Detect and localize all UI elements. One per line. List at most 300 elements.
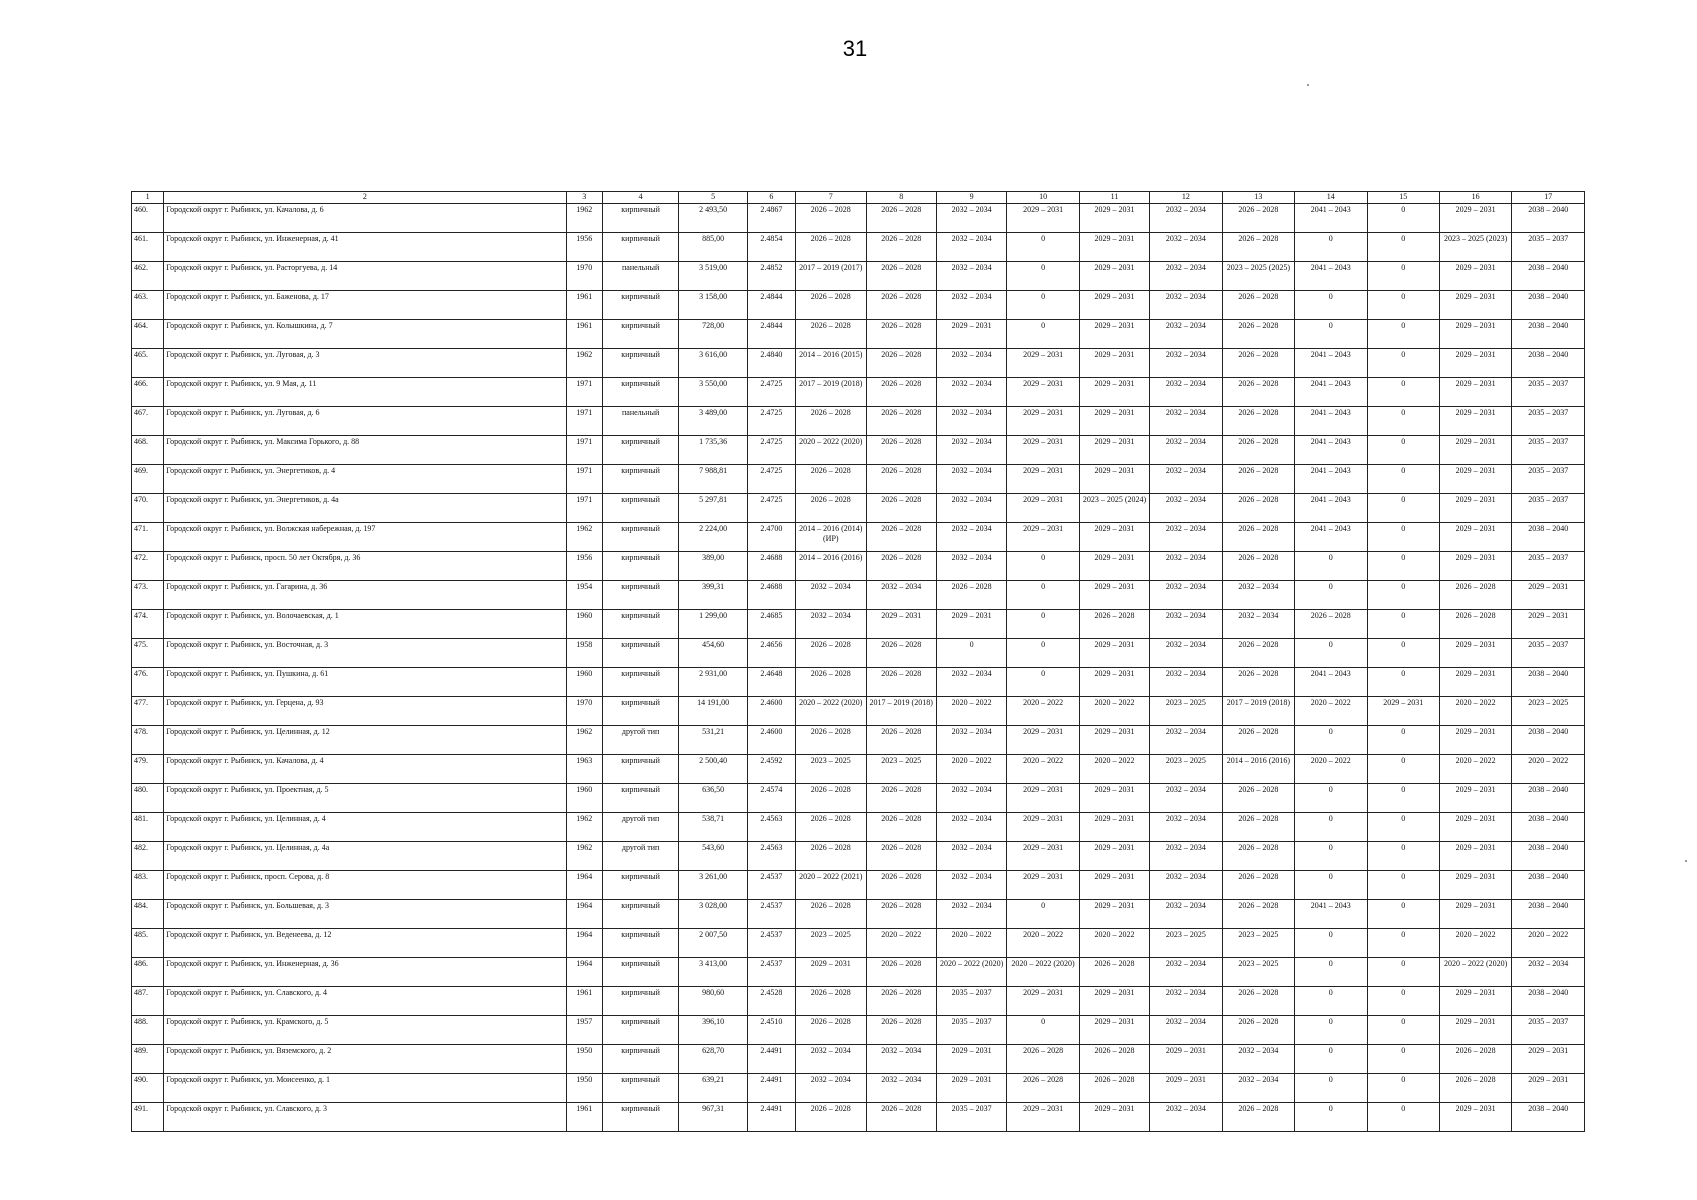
table-cell: кирпичный <box>602 378 678 407</box>
table-cell: 2029 – 2031 <box>1007 378 1079 407</box>
table-cell: 1957 <box>566 1016 602 1045</box>
address-cell: Городской округ г. Рыбинск, ул. Веденеева, д. 12 <box>164 929 566 958</box>
table-cell: 2029 – 2031 <box>1150 1074 1222 1103</box>
table-cell: 2032 – 2034 <box>1222 581 1294 610</box>
table-cell: 0 <box>1295 233 1367 262</box>
table-cell: 0 <box>1295 987 1367 1016</box>
table-cell: 2.4844 <box>747 320 795 349</box>
row-number-cell: 478. <box>132 726 164 755</box>
address-cell: Городской округ г. Рыбинск, ул. Целинная, д. 12 <box>164 726 566 755</box>
row-number-cell: 471. <box>132 523 164 552</box>
table-cell: 2.4685 <box>747 610 795 639</box>
column-number-3: 3 <box>566 192 602 204</box>
table-cell: 2032 – 2034 <box>796 581 866 610</box>
table-cell: 0 <box>936 639 1006 668</box>
scan-speck <box>1685 860 1687 862</box>
table-cell: 2032 – 2034 <box>936 233 1006 262</box>
table-cell: 2017 – 2019 (2017) <box>796 262 866 291</box>
row-number-cell: 473. <box>132 581 164 610</box>
table-cell: 0 <box>1007 262 1079 291</box>
table-cell: 2032 – 2034 <box>936 204 1006 233</box>
table-cell: 2.4725 <box>747 494 795 523</box>
table-cell: 0 <box>1367 1074 1439 1103</box>
column-number-8: 8 <box>866 192 936 204</box>
table-cell: 1962 <box>566 813 602 842</box>
table-cell: 2026 – 2028 <box>1222 349 1294 378</box>
table-cell: 2026 – 2028 <box>1007 1074 1079 1103</box>
table-cell: 2032 – 2034 <box>936 668 1006 697</box>
table-cell: 2026 – 2028 <box>1222 204 1294 233</box>
table-cell: 0 <box>1367 291 1439 320</box>
table-row <box>132 204 1585 233</box>
table-cell: 2029 – 2031 <box>1439 987 1511 1016</box>
table-row <box>132 1045 1585 1074</box>
column-number-14: 14 <box>1295 192 1367 204</box>
table-cell: 0 <box>1367 958 1439 987</box>
table-cell: кирпичный <box>602 668 678 697</box>
table-cell: 2032 – 2034 <box>1150 436 1222 465</box>
address-cell: Городской округ г. Рыбинск, ул. Инженерная, д. 41 <box>164 233 566 262</box>
table-cell: кирпичный <box>602 871 678 900</box>
table-cell: 2.4592 <box>747 755 795 784</box>
row-number-cell: 477. <box>132 697 164 726</box>
table-cell: 2029 – 2031 <box>1512 1074 1585 1103</box>
table-cell: 2032 – 2034 <box>1222 1045 1294 1074</box>
table-cell: 2032 – 2034 <box>936 900 1006 929</box>
table-cell: 2026 – 2028 <box>866 1103 936 1132</box>
row-number-cell: 487. <box>132 987 164 1016</box>
table-cell: 0 <box>1367 465 1439 494</box>
table-cell: кирпичный <box>602 929 678 958</box>
table-cell: 2 224,00 <box>679 523 747 552</box>
table-cell: 2029 – 2031 <box>1512 1045 1585 1074</box>
table-cell: 2029 – 2031 <box>1367 697 1439 726</box>
table-cell: 2029 – 2031 <box>1079 552 1149 581</box>
table-cell: 2023 – 2025 <box>1150 697 1222 726</box>
address-cell: Городской округ г. Рыбинск, ул. Восточная, д. 3 <box>164 639 566 668</box>
table-cell: кирпичный <box>602 1103 678 1132</box>
table-cell: 885,00 <box>679 233 747 262</box>
table-cell: 2029 – 2031 <box>1007 407 1079 436</box>
table-cell: 2020 – 2022 <box>936 755 1006 784</box>
table-row <box>132 262 1585 291</box>
table-cell: 2032 – 2034 <box>1150 552 1222 581</box>
column-number-13: 13 <box>1222 192 1294 204</box>
table-cell: 0 <box>1007 1016 1079 1045</box>
table-row <box>132 987 1585 1016</box>
table-row <box>132 900 1585 929</box>
row-number-cell: 474. <box>132 610 164 639</box>
table-cell: 2029 – 2031 <box>1007 813 1079 842</box>
table-cell: 2026 – 2028 <box>1222 465 1294 494</box>
row-number-cell: 481. <box>132 813 164 842</box>
table-cell: 2026 – 2028 <box>866 523 936 552</box>
table-cell: 2032 – 2034 <box>866 1074 936 1103</box>
address-cell: Городской округ г. Рыбинск, ул. Волочаевская, д. 1 <box>164 610 566 639</box>
table-cell: 2029 – 2031 <box>1439 436 1511 465</box>
table-row <box>132 349 1585 378</box>
table-cell: 2029 – 2031 <box>1079 581 1149 610</box>
table-cell: 728,00 <box>679 320 747 349</box>
table-cell: 2032 – 2034 <box>1150 494 1222 523</box>
table-cell: 2029 – 2031 <box>1439 668 1511 697</box>
table-cell: 2032 – 2034 <box>1150 842 1222 871</box>
table-row <box>132 958 1585 987</box>
table-cell: 2032 – 2034 <box>1150 1016 1222 1045</box>
table-row <box>132 697 1585 726</box>
table-cell: 2020 – 2022 <box>936 929 1006 958</box>
table-cell: 2038 – 2040 <box>1512 320 1585 349</box>
header-row <box>132 192 1585 204</box>
table-cell: 2029 – 2031 <box>936 320 1006 349</box>
row-number-cell: 468. <box>132 436 164 465</box>
table-cell: 980,60 <box>679 987 747 1016</box>
table-cell: 2.4563 <box>747 842 795 871</box>
address-cell: Городской округ г. Рыбинск, ул. Вяземского, д. 2 <box>164 1045 566 1074</box>
address-cell: Городской округ г. Рыбинск, ул. Крамского, д. 5 <box>164 1016 566 1045</box>
table-cell: 1961 <box>566 320 602 349</box>
table-cell: 0 <box>1295 784 1367 813</box>
table-cell: 2029 – 2031 <box>1439 900 1511 929</box>
table-cell: 2026 – 2028 <box>1222 523 1294 552</box>
table-cell: 3 616,00 <box>679 349 747 378</box>
table-cell: 2026 – 2028 <box>1079 1045 1149 1074</box>
table-cell: 0 <box>1367 1016 1439 1045</box>
table-cell: 2026 – 2028 <box>866 291 936 320</box>
table-cell: 2029 – 2031 <box>1079 987 1149 1016</box>
table-cell: 2026 – 2028 <box>1222 900 1294 929</box>
table-cell: 1970 <box>566 697 602 726</box>
table-cell: 2032 – 2034 <box>936 552 1006 581</box>
table-cell: 0 <box>1295 1103 1367 1132</box>
table-cell: 2032 – 2034 <box>1150 813 1222 842</box>
address-cell: Городской округ г. Рыбинск, ул. Славского, д. 3 <box>164 1103 566 1132</box>
table-cell: 2035 – 2037 <box>1512 552 1585 581</box>
table-cell: 2 500,40 <box>679 755 747 784</box>
row-number-cell: 483. <box>132 871 164 900</box>
table-cell: 0 <box>1367 784 1439 813</box>
table-cell: 2029 – 2031 <box>1439 407 1511 436</box>
table-cell: 0 <box>1367 1045 1439 1074</box>
row-number-cell: 475. <box>132 639 164 668</box>
table-cell: 2041 – 2043 <box>1295 436 1367 465</box>
address-cell: Городской округ г. Рыбинск, ул. Большевая, д. 3 <box>164 900 566 929</box>
table-cell: 2026 – 2028 <box>796 726 866 755</box>
table-cell: 2029 – 2031 <box>1439 726 1511 755</box>
table-cell: 2023 – 2025 <box>1150 929 1222 958</box>
table-cell: 2029 – 2031 <box>1007 465 1079 494</box>
table-cell: 2032 – 2034 <box>1150 262 1222 291</box>
table-cell: 2026 – 2028 <box>1222 233 1294 262</box>
table-cell: 2026 – 2028 <box>796 407 866 436</box>
table-cell: 2029 – 2031 <box>1007 987 1079 1016</box>
table-cell: 2038 – 2040 <box>1512 291 1585 320</box>
table-cell: другой тип <box>602 726 678 755</box>
table-cell: 2.4537 <box>747 929 795 958</box>
table-cell: 2026 – 2028 <box>796 1103 866 1132</box>
table-cell: 396,10 <box>679 1016 747 1045</box>
table-cell: 2032 – 2034 <box>936 378 1006 407</box>
column-number-12: 12 <box>1150 192 1222 204</box>
table-cell: кирпичный <box>602 436 678 465</box>
table-cell: 2029 – 2031 <box>1439 639 1511 668</box>
table-cell: 2029 – 2031 <box>1007 1103 1079 1132</box>
table-cell: 1958 <box>566 639 602 668</box>
table-cell: 2038 – 2040 <box>1512 204 1585 233</box>
table-cell: 14 191,00 <box>679 697 747 726</box>
table-cell: 2.4840 <box>747 349 795 378</box>
table-cell: 2020 – 2022 (2020) <box>1007 958 1079 987</box>
table-cell: 0 <box>1367 842 1439 871</box>
table-cell: 2032 – 2034 <box>936 842 1006 871</box>
row-number-cell: 476. <box>132 668 164 697</box>
table-cell: 2029 – 2031 <box>1079 349 1149 378</box>
table-cell: 2026 – 2028 <box>796 320 866 349</box>
table-cell: 2.4537 <box>747 958 795 987</box>
table-cell: 389,00 <box>679 552 747 581</box>
table-cell: 2026 – 2028 <box>1295 610 1367 639</box>
table-cell: 2032 – 2034 <box>1222 610 1294 639</box>
table-cell: 2029 – 2031 <box>1079 378 1149 407</box>
address-cell: Городской округ г. Рыбинск, ул. Колышкина, д. 7 <box>164 320 566 349</box>
table-cell: 3 550,00 <box>679 378 747 407</box>
table-cell: 2.4491 <box>747 1045 795 1074</box>
table-cell: 0 <box>1007 639 1079 668</box>
table-cell: 2026 – 2028 <box>1439 610 1511 639</box>
table-cell: 2023 – 2025 (2023) <box>1439 233 1511 262</box>
table-cell: 2029 – 2031 <box>1079 1103 1149 1132</box>
table-cell: 0 <box>1367 871 1439 900</box>
table-cell: 0 <box>1295 726 1367 755</box>
row-number-cell: 460. <box>132 204 164 233</box>
table-cell: 2029 – 2031 <box>1007 204 1079 233</box>
table-cell: 2035 – 2037 <box>936 987 1006 1016</box>
table-cell: 3 413,00 <box>679 958 747 987</box>
table-cell: 2026 – 2028 <box>1222 639 1294 668</box>
table-cell: 2041 – 2043 <box>1295 465 1367 494</box>
table-cell: 0 <box>1007 900 1079 929</box>
table-row <box>132 755 1585 784</box>
table-cell: 538,71 <box>679 813 747 842</box>
table-row <box>132 581 1585 610</box>
table-cell: 2029 – 2031 <box>1007 784 1079 813</box>
table-cell: кирпичный <box>602 1045 678 1074</box>
row-number-cell: 485. <box>132 929 164 958</box>
column-number-7: 7 <box>796 192 866 204</box>
table-row <box>132 436 1585 465</box>
table-cell: 2026 – 2028 <box>866 552 936 581</box>
table-cell: кирпичный <box>602 987 678 1016</box>
table-cell: 2029 – 2031 <box>1079 668 1149 697</box>
table-cell: 0 <box>1295 813 1367 842</box>
table-cell: 2014 – 2016 (2016) <box>1222 755 1294 784</box>
table-cell: 2032 – 2034 <box>1222 1074 1294 1103</box>
table-cell: кирпичный <box>602 697 678 726</box>
table-cell: 1971 <box>566 407 602 436</box>
table-cell: 2032 – 2034 <box>936 523 1006 552</box>
table-cell: 2.4844 <box>747 291 795 320</box>
table-cell: 2.4648 <box>747 668 795 697</box>
table-cell: 2026 – 2028 <box>866 349 936 378</box>
table-cell: 0 <box>1367 610 1439 639</box>
table-row <box>132 320 1585 349</box>
table-cell: 1962 <box>566 726 602 755</box>
table-row <box>132 552 1585 581</box>
table-cell: 543,60 <box>679 842 747 871</box>
table-cell: 0 <box>1295 291 1367 320</box>
address-cell: Городской округ г. Рыбинск, ул. Проектная, д. 5 <box>164 784 566 813</box>
table-cell: 2026 – 2028 <box>1439 1074 1511 1103</box>
table-cell: 2026 – 2028 <box>1222 813 1294 842</box>
table-cell: 2026 – 2028 <box>1222 1103 1294 1132</box>
table-cell: 2029 – 2031 <box>1439 784 1511 813</box>
table-cell: 2032 – 2034 <box>1150 378 1222 407</box>
table-cell: 2023 – 2025 <box>1512 697 1585 726</box>
table-cell: 2026 – 2028 <box>866 784 936 813</box>
table-cell: 1964 <box>566 871 602 900</box>
table-cell: 2020 – 2022 (2020) <box>796 436 866 465</box>
table-cell: 2029 – 2031 <box>1079 320 1149 349</box>
data-table <box>131 191 1585 1132</box>
address-cell: Городской округ г. Рыбинск, ул. 9 Мая, д. 11 <box>164 378 566 407</box>
table-cell: 2026 – 2028 <box>866 407 936 436</box>
table-cell: 2020 – 2022 <box>1439 697 1511 726</box>
table-cell: 2041 – 2043 <box>1295 900 1367 929</box>
table-cell: 2029 – 2031 <box>1439 1103 1511 1132</box>
table-cell: 2 493,50 <box>679 204 747 233</box>
table-cell: 2032 – 2034 <box>1150 204 1222 233</box>
table-cell: 2.4852 <box>747 262 795 291</box>
table-cell: 0 <box>1367 523 1439 552</box>
table-cell: 0 <box>1367 987 1439 1016</box>
address-cell: Городской округ г. Рыбинск, ул. Максима Горького, д. 88 <box>164 436 566 465</box>
address-cell: Городской округ г. Рыбинск, ул. Расторгуева, д. 14 <box>164 262 566 291</box>
table-cell: кирпичный <box>602 320 678 349</box>
table-cell: 2026 – 2028 <box>866 494 936 523</box>
row-number-cell: 482. <box>132 842 164 871</box>
table-cell: 2023 – 2025 (2025) <box>1222 262 1294 291</box>
row-number-cell: 466. <box>132 378 164 407</box>
table-cell: 2029 – 2031 <box>1079 813 1149 842</box>
table-cell: 2020 – 2022 <box>1007 697 1079 726</box>
table-cell: 3 028,00 <box>679 900 747 929</box>
table-cell: 399,31 <box>679 581 747 610</box>
table-cell: 0 <box>1295 552 1367 581</box>
table-cell: 2029 – 2031 <box>1439 813 1511 842</box>
table-cell: 2.4563 <box>747 813 795 842</box>
table-cell: 2029 – 2031 <box>936 610 1006 639</box>
column-number-11: 11 <box>1079 192 1149 204</box>
table-cell: 2029 – 2031 <box>1079 842 1149 871</box>
table-cell: 2032 – 2034 <box>1150 784 1222 813</box>
table-row <box>132 523 1585 552</box>
table-cell: 2026 – 2028 <box>866 987 936 1016</box>
table-cell: 2.4491 <box>747 1103 795 1132</box>
table-cell: 2035 – 2037 <box>1512 639 1585 668</box>
table-cell: 1 735,36 <box>679 436 747 465</box>
table-cell: 2020 – 2022 <box>1079 755 1149 784</box>
table-cell: 2041 – 2043 <box>1295 523 1367 552</box>
table-cell: кирпичный <box>602 900 678 929</box>
table-cell: 2041 – 2043 <box>1295 349 1367 378</box>
table-cell: кирпичный <box>602 784 678 813</box>
table-cell: 2032 – 2034 <box>1150 900 1222 929</box>
table-cell: 2029 – 2031 <box>1439 291 1511 320</box>
table-cell: 2.4491 <box>747 1074 795 1103</box>
table-row <box>132 929 1585 958</box>
table-cell: 2026 – 2028 <box>1439 581 1511 610</box>
table-cell: 2029 – 2031 <box>1439 552 1511 581</box>
table-cell: 2020 – 2022 <box>1079 929 1149 958</box>
table-cell: 2029 – 2031 <box>1007 726 1079 755</box>
row-number-cell: 472. <box>132 552 164 581</box>
table-cell: 2.4688 <box>747 552 795 581</box>
table-cell: 2020 – 2022 <box>936 697 1006 726</box>
table-cell: 0 <box>1295 1016 1367 1045</box>
table-cell: 2020 – 2022 (2020) <box>936 958 1006 987</box>
table-cell: 2032 – 2034 <box>1150 1103 1222 1132</box>
table-cell: 1954 <box>566 581 602 610</box>
table-cell: 2029 – 2031 <box>936 1045 1006 1074</box>
table-cell: 0 <box>1367 900 1439 929</box>
table-cell: 2023 – 2025 <box>796 755 866 784</box>
table-cell: 1960 <box>566 784 602 813</box>
table-cell: 2029 – 2031 <box>1079 262 1149 291</box>
table-cell: 2032 – 2034 <box>1150 726 1222 755</box>
table-cell: 2038 – 2040 <box>1512 349 1585 378</box>
table-cell: 0 <box>1295 1074 1367 1103</box>
table-cell: 2029 – 2031 <box>1007 436 1079 465</box>
table-cell: кирпичный <box>602 291 678 320</box>
table-cell: 0 <box>1295 929 1367 958</box>
table-cell: 2038 – 2040 <box>1512 842 1585 871</box>
table-cell: 1961 <box>566 291 602 320</box>
table-cell: 2032 – 2034 <box>1150 987 1222 1016</box>
table-cell: 2026 – 2028 <box>1222 668 1294 697</box>
table-cell: 0 <box>1367 1103 1439 1132</box>
column-number-4: 4 <box>602 192 678 204</box>
table-row <box>132 610 1585 639</box>
table-cell: 1961 <box>566 1103 602 1132</box>
table-cell: 0 <box>1367 349 1439 378</box>
table-cell: 2032 – 2034 <box>1150 668 1222 697</box>
table-row <box>132 378 1585 407</box>
table-cell: 0 <box>1367 929 1439 958</box>
table-cell: 0 <box>1295 639 1367 668</box>
table-cell: 2020 – 2022 <box>1512 929 1585 958</box>
table-cell: 2038 – 2040 <box>1512 900 1585 929</box>
table-cell: 2026 – 2028 <box>1222 726 1294 755</box>
table-row <box>132 465 1585 494</box>
table-cell: 2032 – 2034 <box>936 813 1006 842</box>
table-cell: 2020 – 2022 <box>1512 755 1585 784</box>
table-cell: 2.4700 <box>747 523 795 552</box>
table-cell: 2032 – 2034 <box>796 610 866 639</box>
table-cell: 2038 – 2040 <box>1512 726 1585 755</box>
table-cell: 2026 – 2028 <box>796 233 866 262</box>
table-cell: панельный <box>602 407 678 436</box>
table-cell: 2026 – 2028 <box>866 639 936 668</box>
row-number-cell: 467. <box>132 407 164 436</box>
table-cell: 2029 – 2031 <box>1079 900 1149 929</box>
table-cell: 2026 – 2028 <box>866 1016 936 1045</box>
table-cell: 2029 – 2031 <box>796 958 866 987</box>
table-cell: 1964 <box>566 929 602 958</box>
table-cell: 2029 – 2031 <box>1079 523 1149 552</box>
column-number-5: 5 <box>679 192 747 204</box>
table-cell: 0 <box>1007 291 1079 320</box>
table-cell: 2026 – 2028 <box>796 813 866 842</box>
